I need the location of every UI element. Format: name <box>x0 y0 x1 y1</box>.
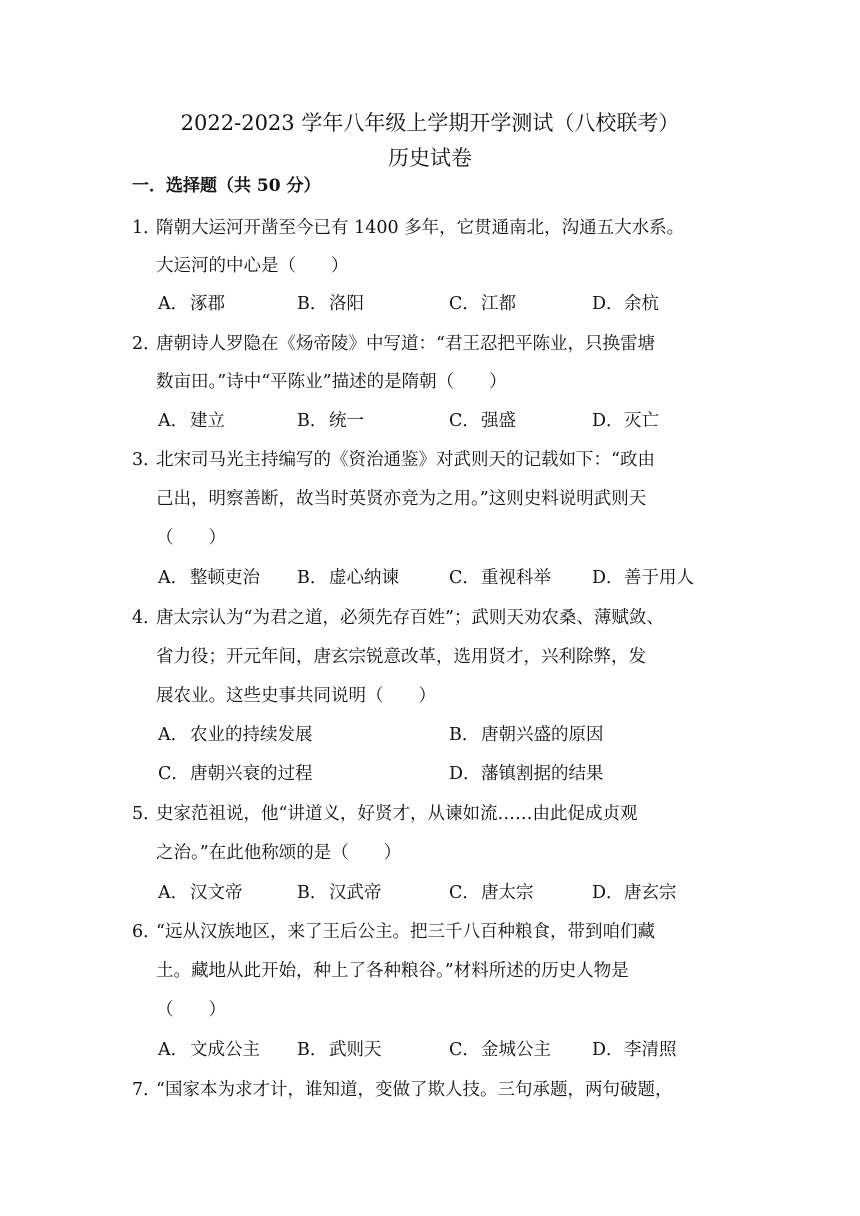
option-a[interactable]: A． 文成公主 <box>158 1040 260 1060</box>
question-number: 4． <box>132 608 161 628</box>
option-c[interactable]: C．唐太宗 <box>449 883 534 903</box>
option-d[interactable]: D．善于用人 <box>592 568 694 588</box>
question-2-line-2: 数亩田。”诗中“平陈业”描述的是隋朝（ ） <box>156 372 507 392</box>
question-number: 3． <box>132 450 161 470</box>
question-number: 2． <box>132 334 161 354</box>
exam-subject: 历史试卷 <box>388 146 472 170</box>
option-c[interactable]: C．金城公主 <box>449 1040 551 1060</box>
option-c[interactable]: C．重视科举 <box>449 568 551 588</box>
question-4-line-2: 省力役；开元年间，唐玄宗锐意改革，选用贤才，兴利除弊，发 <box>156 647 646 667</box>
option-b[interactable]: B．虚心纳谏 <box>297 568 399 588</box>
question-2-line-1: 2．唐朝诗人罗隐在《炀帝陵》中写道：“君王忍把平陈业，只换雷塘 <box>132 330 742 358</box>
option-d[interactable]: D．余杭 <box>592 294 659 314</box>
option-b[interactable]: B．唐朝兴盛的原因 <box>449 725 604 745</box>
question-1-line-2: 大运河的中心是（ ） <box>156 256 349 276</box>
question-3-line-2: 己出，明察善断，故当时英贤亦竞为之用。”这则史料说明武则天 <box>156 489 647 509</box>
question-5-line-1: 5．史家范祖说，他“讲道义，好贤才，从谏如流……由此促成贞观 <box>132 800 742 828</box>
option-d[interactable]: D．灭亡 <box>592 411 659 431</box>
question-1-line-1: 1．隋朝大运河开凿至今已有 1400 多年，它贯通南北，沟通五大水系。 <box>132 214 742 242</box>
question-5-line-2: 之治。”在此他称颂的是（ ） <box>156 843 402 863</box>
question-6-line-3: （ ） <box>156 1000 226 1020</box>
option-a[interactable]: A． 农业的持续发展 <box>158 725 313 745</box>
question-4-line-3: 展农业。这些史事共同说明（ ） <box>156 686 436 706</box>
question-3-line-3: （ ） <box>156 528 226 548</box>
option-c[interactable]: C．江都 <box>449 294 516 314</box>
option-c[interactable]: C．强盛 <box>449 411 516 431</box>
question-3-line-1: 3．北宋司马光主持编写的《资治通鉴》对武则天的记载如下：“政由 <box>132 446 742 474</box>
question-number: 7． <box>132 1080 161 1100</box>
question-7-line-1: 7．“国家本为求才计，谁知道，变做了欺人技。三句承题，两句破题， <box>132 1076 742 1104</box>
question-4-line-1: 4．唐太宗认为“为君之道，必须先存百姓”；武则天劝农桑、薄赋敛、 <box>132 604 742 632</box>
option-d[interactable]: D．唐玄宗 <box>592 883 677 903</box>
option-b[interactable]: B．武则天 <box>297 1040 382 1060</box>
exam-title: 2022-2023 学年八年级上学期开学测试（八校联考） <box>180 111 680 135</box>
question-6-line-2: 土。藏地从此开始，种上了各种粮谷。”材料所述的历史人物是 <box>156 961 629 981</box>
section-heading: 一．选择题（共 50 分） <box>132 176 321 196</box>
option-b[interactable]: B．统一 <box>297 411 364 431</box>
option-b[interactable]: B．汉武帝 <box>297 883 382 903</box>
question-6-line-1: 6．“远从汉族地区，来了王后公主。把三千八百种粮食，带到咱们藏 <box>132 918 742 946</box>
option-a[interactable]: A． 整顿吏治 <box>158 568 260 588</box>
option-b[interactable]: B．洛阳 <box>297 294 364 314</box>
question-number: 5． <box>132 804 161 824</box>
option-a[interactable]: A． 汉文帝 <box>158 883 243 903</box>
option-a[interactable]: A． 建立 <box>158 411 225 431</box>
question-number: 6． <box>132 922 161 942</box>
question-number: 1． <box>132 218 161 238</box>
option-d[interactable]: D．藩镇割据的结果 <box>449 764 604 784</box>
option-c[interactable]: C．唐朝兴衰的过程 <box>158 764 313 784</box>
option-a[interactable]: A． 涿郡 <box>158 294 225 314</box>
option-d[interactable]: D．李清照 <box>592 1040 677 1060</box>
